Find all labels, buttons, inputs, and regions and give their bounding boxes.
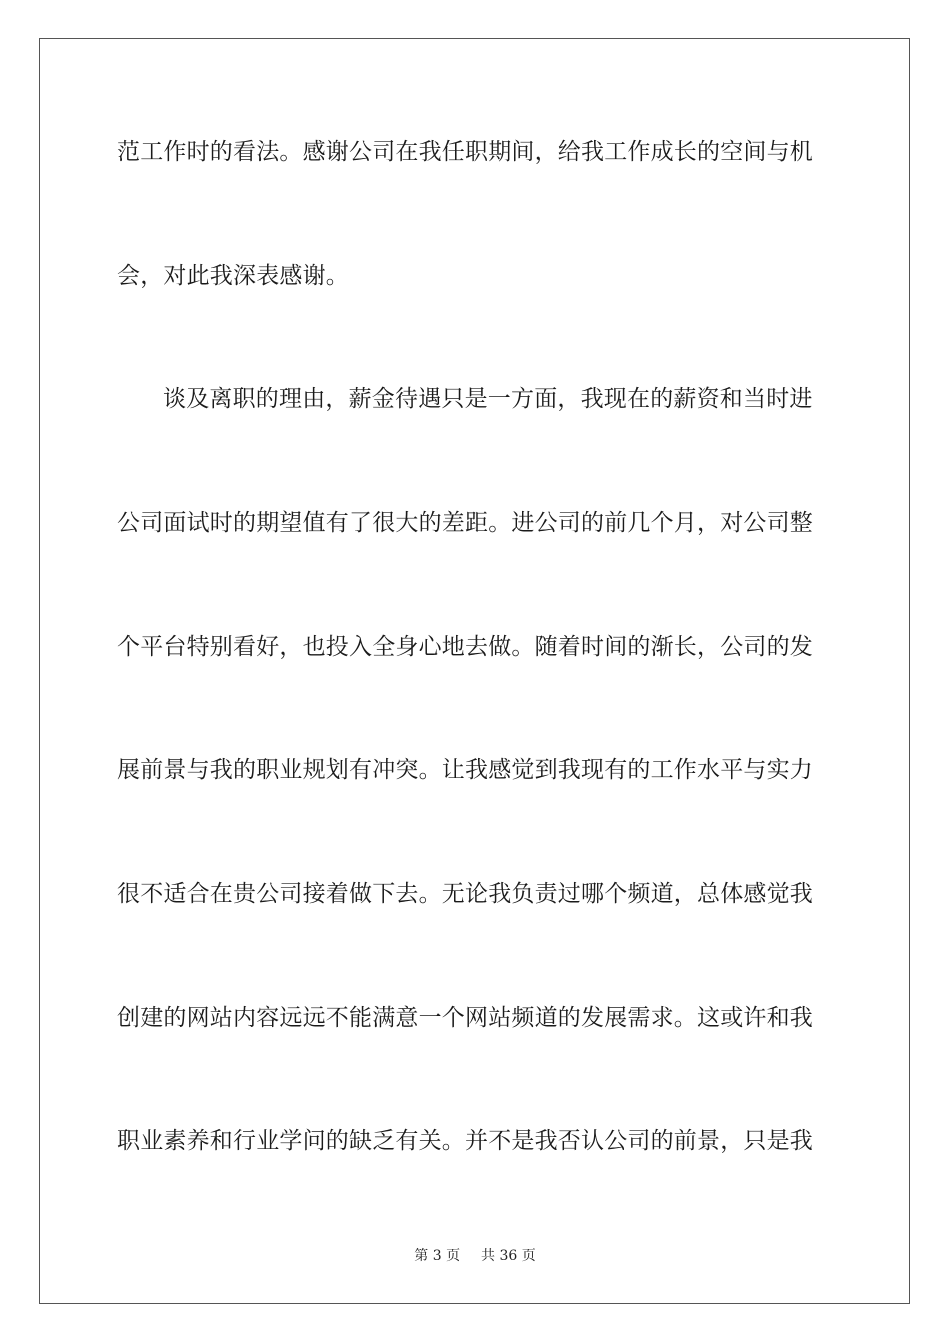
page-footer xyxy=(0,1247,950,1265)
text-line: 公司面试时的期望值有了很大的差距。进公司的前几个月，对公司整 xyxy=(117,510,813,536)
page-total: 共 36 页 xyxy=(481,1248,536,1264)
text-line: 创建的网站内容远远不能满意一个网站频道的发展需求。这或许和我 xyxy=(117,1005,813,1031)
text-line: 很不适合在贵公司接着做下去。无论我负责过哪个频道，总体感觉我 xyxy=(117,881,813,907)
text-line: 职业素养和行业学问的缺乏有关。并不是我否认公司的前景，只是我 xyxy=(117,1128,813,1154)
paragraph-first-line: 谈及离职的理由，薪金待遇只是一方面，我现在的薪资和当时进 xyxy=(163,386,813,412)
text-line: 展前景与我的职业规划有冲突。让我感觉到我现有的工作水平与实力 xyxy=(117,757,813,783)
page-number: 第 3 页 xyxy=(414,1248,461,1264)
text-line: 范工作时的看法。感谢公司在我任职期间，给我工作成长的空间与机 xyxy=(117,139,813,165)
text-line: 个平台特别看好，也投入全身心地去做。随着时间的渐长，公司的发 xyxy=(117,634,813,660)
text-line: 会，对此我深表感谢。 xyxy=(117,263,349,289)
page-border xyxy=(39,38,910,1304)
